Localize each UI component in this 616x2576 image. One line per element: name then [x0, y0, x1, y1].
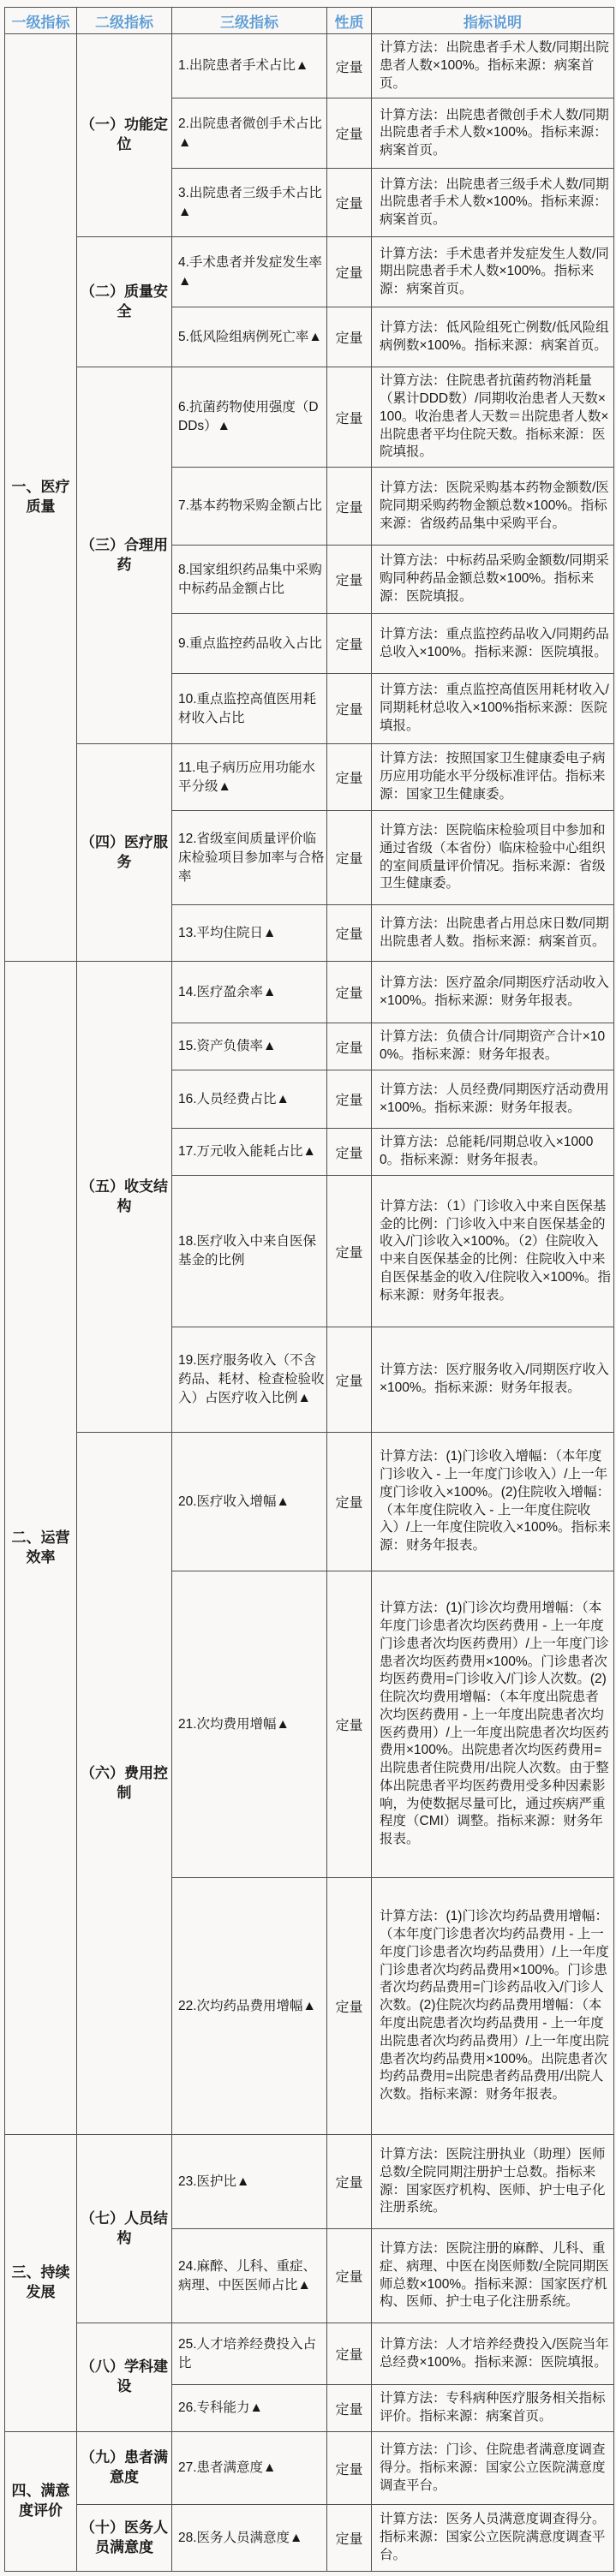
description-cell: 计算方法：专科病种医疗服务相关指标评价。指标来源：病案首页。: [372, 2385, 614, 2432]
description-cell: 计算方法：出院患者占用总床日数/同期出院患者人数。指标来源：病案首页。: [372, 905, 614, 962]
indicator-name-cell: 2.出院患者微创手术占比▲: [172, 98, 327, 169]
indicator-name-cell: 23.医护比▲: [172, 2135, 327, 2229]
level2-category-cell: （八）学科建设: [77, 2323, 172, 2432]
table-row: [5, 34, 614, 98]
table-row: [5, 2432, 614, 2505]
indicator-name-cell: 24.麻醉、儿科、重症、病理、中医医师占比▲: [172, 2229, 327, 2323]
description-cell: 计算方法：重点监控高值医用耗材收入/同期耗材总收入×100%指标来源：医院填报。: [372, 674, 614, 744]
col-header-description: 指标说明: [372, 8, 614, 34]
level1-category-cell: 三、持续发展: [5, 2135, 77, 2432]
description-cell: 计算方法：出院患者微创手术人数/同期出院患者手术人数×100%。指标来源：病案首页。: [372, 98, 614, 169]
indicator-table: [4, 7, 614, 2572]
description-cell: 计算方法：(1)门诊收入增幅：（本年度门诊收入 - 上一年度门诊收入）/上一年度门诊收入×100%。(2)住院收入增幅：（本年度住院收入 - 上一年度住院收入）/上一年度住院收入×100%。指标来源：财务年报表。: [372, 1433, 614, 1571]
description-cell: 计算方法：医院注册执业（助理）医师总数/全院同期注册护士总数。指标来源：国家医疗机构、医师、护士电子化注册系统。: [372, 2135, 614, 2229]
nature-cell: 定量: [327, 2505, 372, 2572]
table-row: [5, 1433, 614, 1571]
nature-cell: 定量: [327, 674, 372, 744]
description-cell: 计算方法：重点监控药品收入/同期药品总收入×100%。指标来源：医院填报。: [372, 614, 614, 674]
nature-cell: 定量: [327, 1176, 372, 1327]
description-cell: 计算方法：中标药品采购金额数/同期采购同种药品金额总数×100%。指标来源：医院填报。: [372, 546, 614, 614]
indicator-name-cell: 16.人员经费占比▲: [172, 1070, 327, 1129]
nature-cell: 定量: [327, 237, 372, 307]
indicator-name-cell: 12.省级室间质量评价临床检验项目参加率与合格率: [172, 811, 327, 905]
indicator-name-cell: 7.基本药物采购金额占比: [172, 468, 327, 546]
indicator-name-cell: 17.万元收入能耗占比▲: [172, 1129, 327, 1176]
nature-cell: 定量: [327, 34, 372, 98]
nature-cell: 定量: [327, 962, 372, 1023]
nature-cell: 定量: [327, 2229, 372, 2323]
description-cell: 计算方法：出院患者手术人数/同期出院患者人数×100%。指标来源：病案首页。: [372, 34, 614, 98]
indicator-name-cell: 5.低风险组病例死亡率▲: [172, 307, 327, 367]
description-cell: 计算方法：医务人员满意度调查得分。指标来源：国家公立医院满意度调查平台。: [372, 2505, 614, 2572]
table-row: [5, 744, 614, 811]
description-cell: 计算方法：(1)门诊次均药品费用增幅：（本年度门诊患者次均药品费用 - 上一年度门诊患者次均药品费用）/上一年度门诊患者次均药品费用×100%。门诊患者次均药品费用=门诊药品收入/门诊人次数。(2)住院次均药品费用增幅：（本年度出院患者次均药品费用 - 上一年度出院患者次均药品费用）/上一年度出院患者次均药品费用×100%。出院患者次均药品费用=出院患者药品费用/出院人次数。指标来源：财务年报表。: [372, 1878, 614, 2135]
indicator-name-cell: 8.国家组织药品集中采购中标药品金额占比: [172, 546, 327, 614]
level1-category-cell: 一、医疗质量: [5, 34, 77, 962]
level2-category-cell: （四）医疗服务: [77, 744, 172, 962]
nature-cell: 定量: [327, 2323, 372, 2385]
nature-cell: 定量: [327, 546, 372, 614]
nature-cell: 定量: [327, 1070, 372, 1129]
level2-category-cell: （六）费用控制: [77, 1433, 172, 2135]
nature-cell: 定量: [327, 1571, 372, 1878]
indicator-name-cell: 18.医疗收入中来自医保基金的比例: [172, 1176, 327, 1327]
description-cell: 计算方法：(1)门诊次均费用增幅：（本年度门诊患者次均医药费用 - 上一年度门诊患者次均医药费用）/上一年度门诊患者次均医药费用×100%。门诊患者次均医药费用=门诊收入/门诊人次数。(2)住院次均费用增幅：（本年度出院患者次均医药费用 - 上一年度出院患者次均医药费用）/上一年度出院患者次均医药费用×100%。出院患者次均医药费用=出院患者住院费用/出院人次数。由于整体出院患者平均医药费用受多种因素影响，为使数据尽量可比，通过疾病严重程度（CMI）调整。指标来源：财务年报表。: [372, 1571, 614, 1878]
nature-cell: 定量: [327, 98, 372, 169]
table-row: [5, 2505, 614, 2572]
indicator-name-cell: 13.平均住院日▲: [172, 905, 327, 962]
level2-category-cell: （七）人员结构: [77, 2135, 172, 2323]
indicator-name-cell: 11.电子病历应用功能水平分级▲: [172, 744, 327, 811]
indicator-name-cell: 4.手术患者并发症发生率▲: [172, 237, 327, 307]
level2-category-cell: （三）合理用药: [77, 367, 172, 744]
indicator-name-cell: 10.重点监控高值医用耗材收入占比: [172, 674, 327, 744]
nature-cell: 定量: [327, 744, 372, 811]
nature-cell: 定量: [327, 169, 372, 237]
nature-cell: 定量: [327, 2385, 372, 2432]
nature-cell: 定量: [327, 2135, 372, 2229]
indicator-name-cell: 1.出院患者手术占比▲: [172, 34, 327, 98]
nature-cell: 定量: [327, 1433, 372, 1571]
description-cell: 计算方法：医院采购基本药物金额数/医院同期采购药物金额总数×100%。指标来源：省级药品集中采购平台。: [372, 468, 614, 546]
description-cell: 计算方法：人员经费/同期医疗活动费用×100%。指标来源：财务年报表。: [372, 1070, 614, 1129]
table-row: [5, 2323, 614, 2385]
description-cell: 计算方法：医疗服务收入/同期医疗收入×100%。指标来源：财务年报表。: [372, 1327, 614, 1433]
indicator-name-cell: 9.重点监控药品收入占比: [172, 614, 327, 674]
description-cell: 计算方法：低风险组死亡例数/低风险组病例数×100%。指标来源：病案首页。: [372, 307, 614, 367]
level2-category-cell: （二）质量安全: [77, 237, 172, 367]
indicator-name-cell: 6.抗菌药物使用强度（DDDs）▲: [172, 367, 327, 468]
indicator-table-header: [5, 8, 614, 34]
description-cell: 计算方法：（1）门诊收入中来自医保基金的比例：门诊收入中来自医保基金的收入/门诊收入×100%。（2）住院收入中来自医保基金的比例：住院收入中来自医保基金的收入/住院收入×100%。指标来源：财务年报表。: [372, 1176, 614, 1327]
indicator-name-cell: 19.医疗服务收入（不含药品、耗材、检查检验收入）占医疗收入比例▲: [172, 1327, 327, 1433]
indicator-name-cell: 15.资产负债率▲: [172, 1023, 327, 1070]
col-header-level2: 二级指标: [77, 8, 172, 34]
description-cell: 计算方法：医院注册的麻醉、儿科、重症、病理、中医在岗医师数/全院同期医师总数×100%。指标来源：国家医疗机构、医师、护士电子化注册系统。: [372, 2229, 614, 2323]
description-cell: 计算方法：住院患者抗菌药物消耗量（累计DDD数）/同期收治患者人天数×100。收治患者人天数＝出院患者人数×出院患者平均住院天数。指标来源：医院填报。: [372, 367, 614, 468]
level2-category-cell: （十）医务人员满意度: [77, 2505, 172, 2572]
level2-category-cell: （一）功能定位: [77, 34, 172, 237]
table-row: [5, 962, 614, 1023]
description-cell: 计算方法：手术患者并发症发生人数/同期出院患者手术人数×100%。指标来源：病案首页。: [372, 237, 614, 307]
description-cell: 计算方法：医院临床检验项目中参加和通过省级（本省份）临床检验中心组织的室间质量评价情况。指标来源：省级卫生健康委。: [372, 811, 614, 905]
col-header-level3: 三级指标: [172, 8, 327, 34]
col-header-nature: 性质: [327, 8, 372, 34]
indicator-name-cell: 21.次均费用增幅▲: [172, 1571, 327, 1878]
table-row: [5, 2135, 614, 2229]
level1-category-cell: 四、满意度评价: [5, 2432, 77, 2572]
nature-cell: 定量: [327, 811, 372, 905]
nature-cell: 定量: [327, 614, 372, 674]
description-cell: 计算方法：医疗盈余/同期医疗活动收入×100%。指标来源：财务年报表。: [372, 962, 614, 1023]
nature-cell: 定量: [327, 2432, 372, 2505]
indicator-name-cell: 14.医疗盈余率▲: [172, 962, 327, 1023]
nature-cell: 定量: [327, 1327, 372, 1433]
table-row: [5, 367, 614, 468]
indicator-name-cell: 26.专科能力▲: [172, 2385, 327, 2432]
description-cell: 计算方法：出院患者三级手术人数/同期出院患者手术人数×100%。指标来源：病案首页。: [372, 169, 614, 237]
table-row: [5, 237, 614, 307]
nature-cell: 定量: [327, 905, 372, 962]
description-cell: 计算方法：门诊、住院患者满意度调查得分。指标来源：国家公立医院满意度调查平台。: [372, 2432, 614, 2505]
description-cell: 计算方法：负债合计/同期资产合计×100%。指标来源：财务年报表。: [372, 1023, 614, 1070]
indicator-name-cell: 27.患者满意度▲: [172, 2432, 327, 2505]
description-cell: 计算方法：总能耗/同期总收入×10000。指标来源：财务年报表。: [372, 1129, 614, 1176]
nature-cell: 定量: [327, 307, 372, 367]
nature-cell: 定量: [327, 367, 372, 468]
nature-cell: 定量: [327, 1023, 372, 1070]
nature-cell: 定量: [327, 1878, 372, 2135]
col-header-level1: 一级指标: [5, 8, 77, 34]
indicator-name-cell: 3.出院患者三级手术占比▲: [172, 169, 327, 237]
nature-cell: 定量: [327, 1129, 372, 1176]
indicator-table-body: [5, 34, 614, 2572]
nature-cell: 定量: [327, 468, 372, 546]
description-cell: 计算方法：人才培养经费投入/医院当年总经费×100%。指标来源：医院填报。: [372, 2323, 614, 2385]
indicator-name-cell: 20.医疗收入增幅▲: [172, 1433, 327, 1571]
description-cell: 计算方法：按照国家卫生健康委电子病历应用功能水平分级标准评估。指标来源：国家卫生健康委。: [372, 744, 614, 811]
indicator-name-cell: 25.人才培养经费投入占比: [172, 2323, 327, 2385]
level2-category-cell: （九）患者满意度: [77, 2432, 172, 2505]
level1-category-cell: 二、运营效率: [5, 962, 77, 2135]
indicator-name-cell: 28.医务人员满意度▲: [172, 2505, 327, 2572]
level2-category-cell: （五）收支结构: [77, 962, 172, 1433]
indicator-name-cell: 22.次均药品费用增幅▲: [172, 1878, 327, 2135]
header-row: [5, 8, 614, 34]
